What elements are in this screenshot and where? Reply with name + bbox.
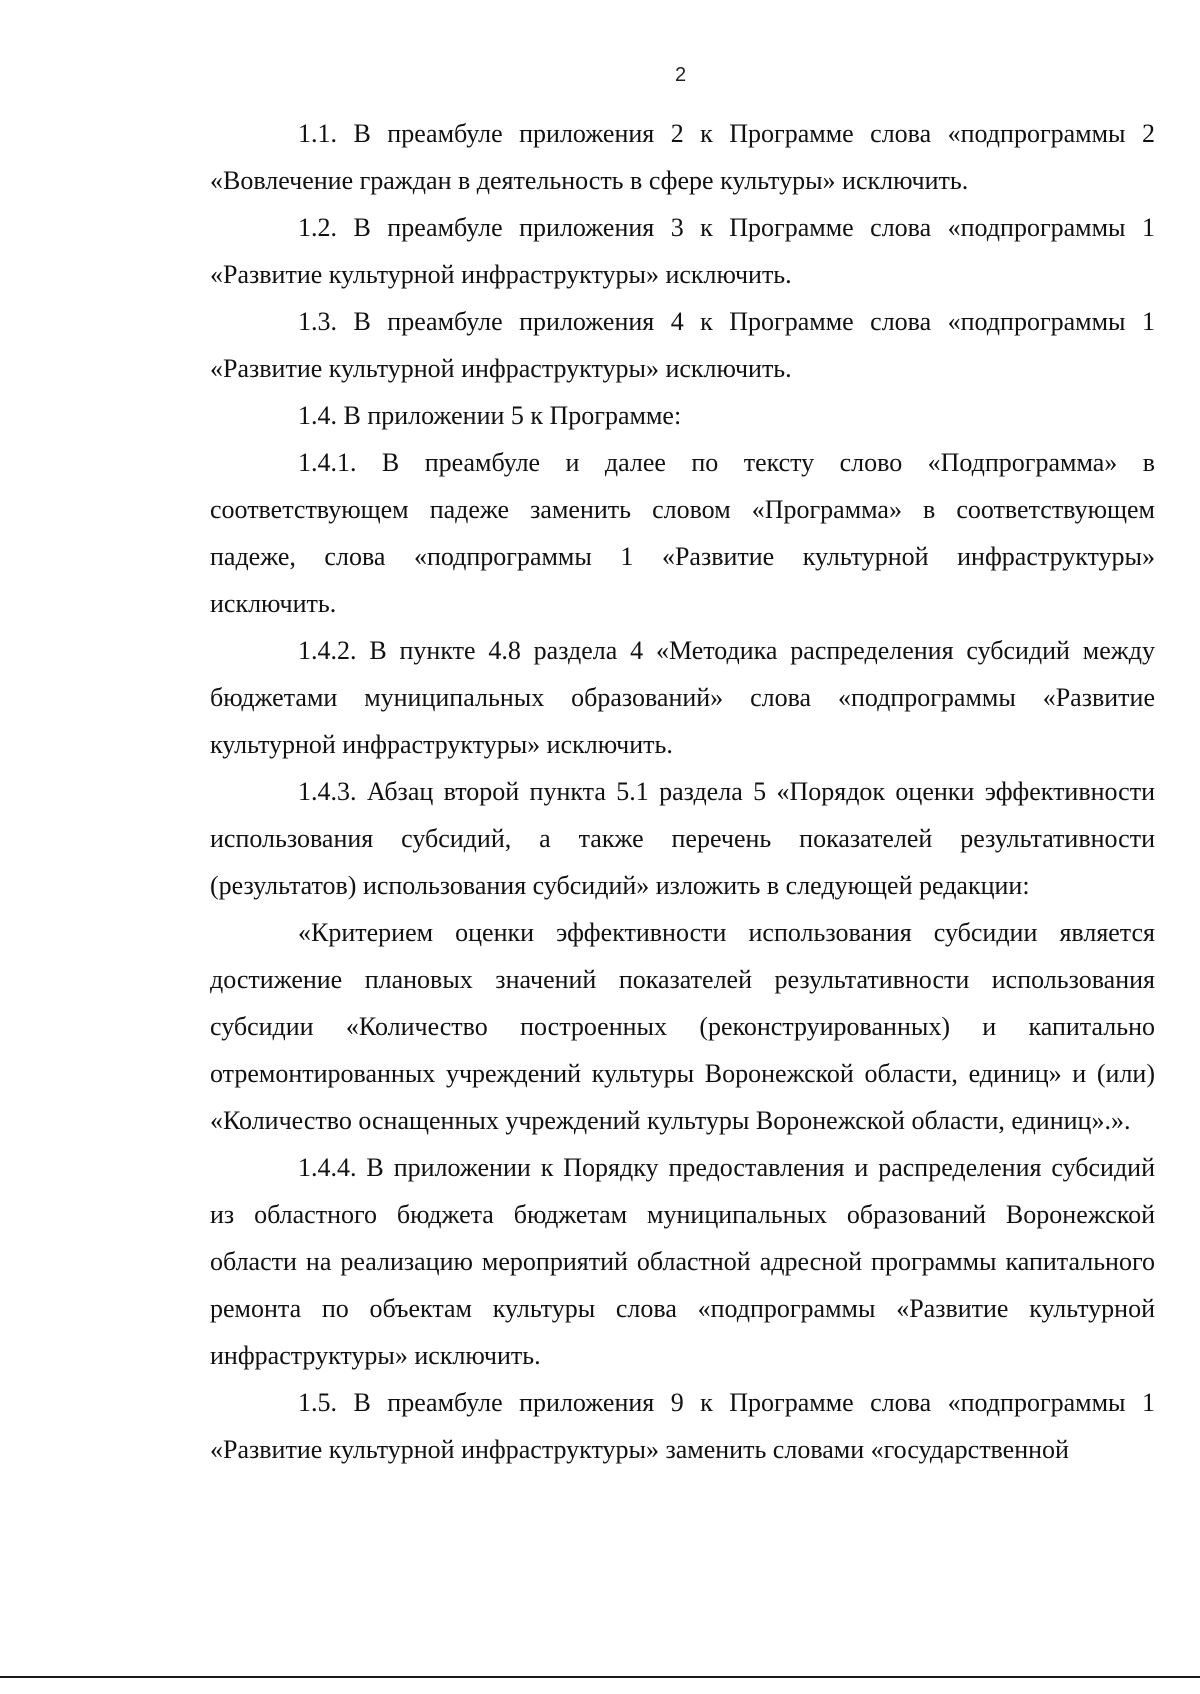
quoted-paragraph: «Критерием оценки эффективности использования субсидии является достижение плановых значений показателей результативности использования субсидии «Количество построенных (реконструированных) и капитально отремонтированных учреждений культуры Воронежской области, единиц» и (или) «Количество оснащенных учреждений культуры Воронежской области, единиц».». (210, 918, 1155, 1135)
paragraph-1-4-3: 1.4.3. Абзац второй пункта 5.1 раздела 5 «Порядок оценки эффективности использования субсидий, а также перечень показателей результативности (результатов) использования субсидий» изложить в следующей редакции: (210, 777, 1155, 900)
paragraph-1-2: 1.2. В преамбуле приложения 3 к Программе слова «подпрограммы 1 «Развитие культурной инфраструктуры» исключить. (210, 213, 1155, 289)
paragraph-1-4-2: 1.4.2. В пункте 4.8 раздела 4 «Методика распределения субсидий между бюджетами муниципальных образований» слова «подпрограммы «Развитие культурной инфраструктуры» исключить. (210, 636, 1155, 759)
bottom-rule (0, 1676, 1200, 1678)
paragraph-1-3: 1.3. В преамбуле приложения 4 к Программе слова «подпрограммы 1 «Развитие культурной инфраструктуры» исключить. (210, 307, 1155, 383)
paragraph-1-4-4: 1.4.4. В приложении к Порядку предоставления и распределения субсидий из областного бюджета бюджетам муниципальных образований Воронежской области на реализацию мероприятий областной адресной программы капитального ремонта по объектам культуры слова «подпрограммы «Развитие культурной инфраструктуры» исключить. (210, 1153, 1155, 1370)
page-number: 2 (674, 64, 687, 86)
paragraph-1-4: 1.4. В приложении 5 к Программе: (298, 401, 682, 430)
paragraph-1-5: 1.5. В преамбуле приложения 9 к Программе слова «подпрограммы 1 «Развитие культурной инфраструктуры» заменить словами «государственной (210, 1388, 1155, 1464)
document-body (210, 110, 1155, 1473)
paragraph-1-1: 1.1. В преамбуле приложения 2 к Программе слова «подпрограммы 2 «Вовлечение граждан в деятельность в сфере культуры» исключить. (210, 119, 1155, 195)
paragraph-1-4-1: 1.4.1. В преамбуле и далее по тексту слово «Подпрограмма» в соответствующем падеже заменить словом «Программа» в соответствующем падеже, слова «подпрограммы 1 «Развитие культурной инфраструктуры» исключить. (210, 448, 1155, 618)
